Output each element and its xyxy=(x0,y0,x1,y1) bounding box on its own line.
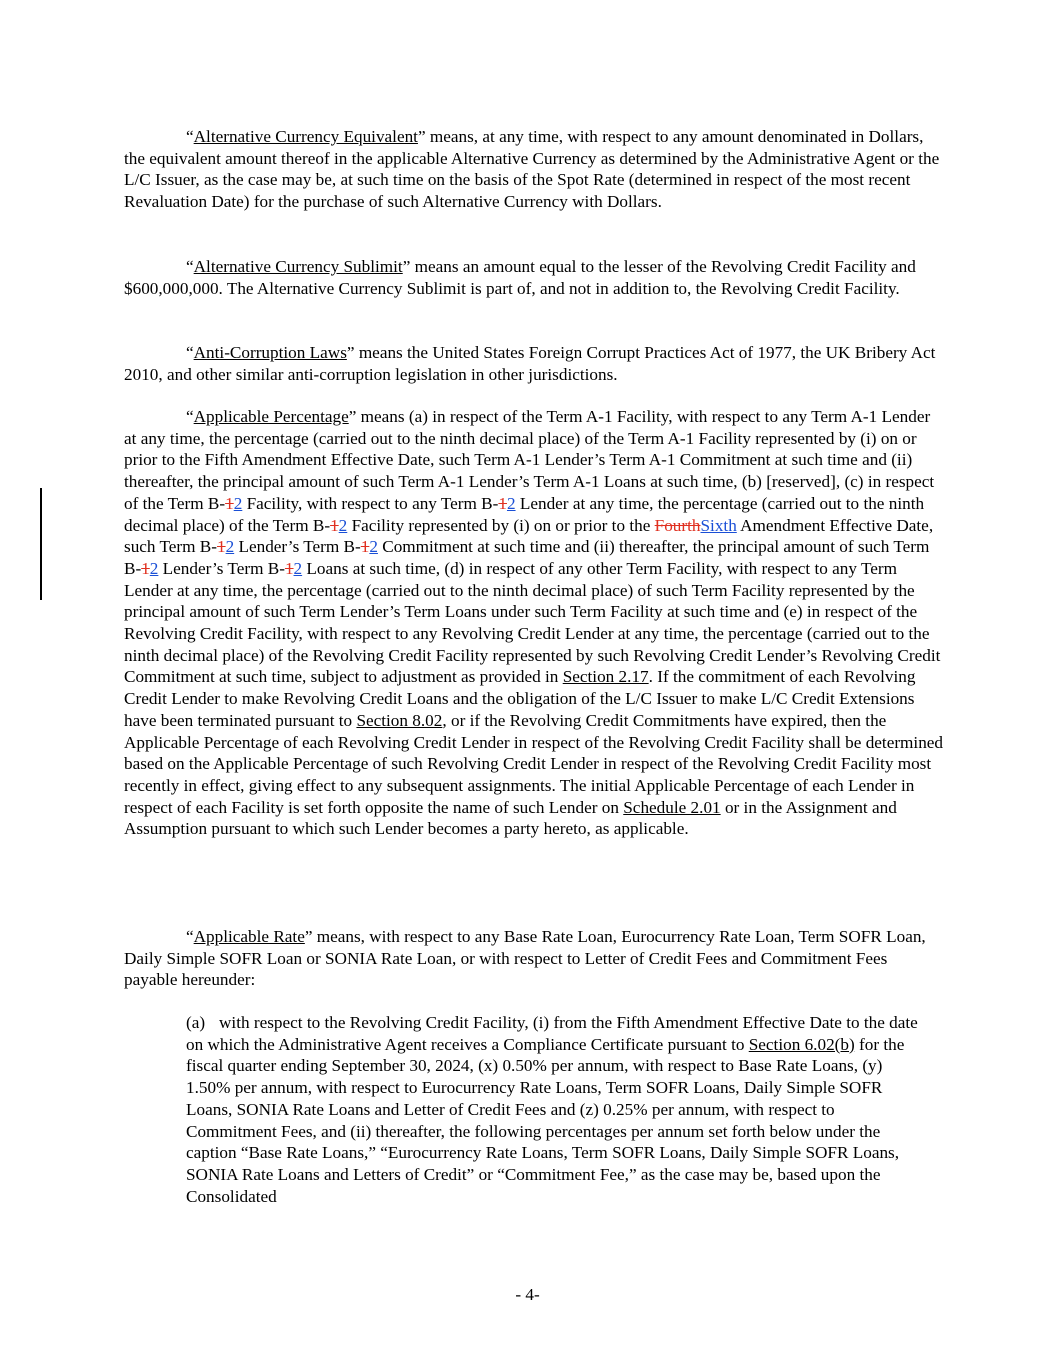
definition-text: Facility, with respect to any Term B- xyxy=(242,493,499,513)
quote-mark: “ xyxy=(186,127,194,146)
page-number: - 4- xyxy=(515,1285,540,1304)
inserted-text: Sixth xyxy=(700,515,737,535)
definition-applicable-percentage xyxy=(124,406,944,840)
deleted-text: 1 xyxy=(284,558,294,578)
deleted-text: Fourth xyxy=(654,515,701,535)
definition-text: Lender at any time, the percentage (carried out to the ninth decimal place) of the Term B- xyxy=(124,493,925,535)
deleted-text: 1 xyxy=(330,515,339,535)
definition-alternative-currency-equivalent xyxy=(124,126,944,213)
clause-text: with respect to the Revolving Credit Facility, (i) from the Fifth Amendment Effective Date to the date on which the Administrative Agent receives a Compliance Certificate pursuant to xyxy=(186,1013,918,1054)
deleted-text: 1 xyxy=(360,537,370,557)
definition-text: Lender’s Term B- xyxy=(158,558,285,578)
deleted-text: 1 xyxy=(141,558,150,578)
deleted-text: 1 xyxy=(217,537,226,557)
section-reference: Section 6.02(b) xyxy=(748,1034,855,1054)
defined-term: Anti-Corruption Laws xyxy=(193,343,347,362)
definition-text: ” means the United States Foreign Corrupt Practices Act of 1977, the UK Bribery Act 2010, and other similar anti-corruption legislation in other jurisdictions. xyxy=(124,343,936,384)
deleted-text: 1 xyxy=(225,493,234,513)
definition-text: or in the Assignment and Assumption pursuant to which such Lender becomes a party hereto, as applicable. xyxy=(124,797,897,839)
inserted-text: 2 xyxy=(225,537,235,557)
definition-text: ” means, with respect to any Base Rate Loan, Eurocurrency Rate Loan, Term SOFR Loan, Daily Simple SOFR Loan or SONIA Rate Loan, or with respect to Letter of Credit Fees and Commitment Fees payable hereunder: xyxy=(124,927,926,990)
defined-term: Alternative Currency Equivalent xyxy=(193,127,418,146)
revision-change-bar xyxy=(40,488,42,600)
definition-text: ” means (a) in respect of the Term A-1 Facility, with respect to any Term A-1 Lender at any time, the percentage (carried out to the ninth decimal place) of the Term A-1 Facility represented by (i) on or prior to the Fifth Amendment Effective Date, such Term A-1 Lender’s Term A-1 Commitment at such time and (ii) thereafter, the principal amount of such Term A-1 Lender’s Term A-1 Loans at such time, (b) [reserved], (c) in respect of the Term B- xyxy=(124,407,935,513)
definition-alternative-currency-sublimit xyxy=(124,256,944,299)
quote-mark: “ xyxy=(186,257,194,276)
inserted-text: 2 xyxy=(293,558,303,578)
definition-applicable-rate xyxy=(124,926,944,991)
clause-text: for the fiscal quarter ending September 30, 2024, (x) 0.50% per annum, with respect to Base Rate Loans, (y) 1.50% per annum, with respect to Eurocurrency Rate Loans, Term SOFR Loans, Daily Simple SOFR Loans, SONIA Rate Loans and Letter of Credit Fees and (z) 0.25% per annum, with respect to Commitment Fees, and (ii) thereafter, the following percentages per annum set forth below under the caption “Base Rate Loans,” “Eurocurrency Rate Loans, Term SOFR Loans, Daily Simple SOFR Loans, SONIA Rate Loans and Letters of Credit” or “Commitment Fee,” as the case may be, based upon the Consolidated xyxy=(186,1034,905,1206)
inserted-text: 2 xyxy=(233,493,243,513)
definition-text: Facility represented by (i) on or prior to the xyxy=(347,515,655,535)
definition-text: Loans at such time, (d) in respect of any other Term Facility, with respect to any Term Lender at any time, the percentage (carried out to the ninth decimal place) of such Term Facility represented by the principal amount of such Term Lender’s Term Loans under such Term Facility at such time and (e) in respect of the Revolving Credit Facility, with respect to any Revolving Credit Lender at any time, the percentage (carried out to the ninth decimal place) of the Revolving Credit Facility represented by such Revolving Credit Lender’s Revolving Credit Commitment at such time, subject to adjustment as provided in xyxy=(124,558,941,687)
definition-text: , or if the Revolving Credit Commitments have expired, then the Applicable Percentage of each Revolving Credit Lender in respect of the Revolving Credit Facility shall be determined based on the Applicable Percentage of such Revolving Credit Lender in respect of the Revolving Credit Facility most recently in effect, giving effect to any subsequent assignments. The initial Applicable Percentage of each Lender in respect of each Facility is set forth opposite the name of such Lender on xyxy=(124,710,944,817)
inserted-text: 2 xyxy=(338,515,348,535)
clause-label: (a) xyxy=(186,1013,206,1032)
definition-text: Commitment at such time and (ii) thereafter, the principal amount of such Term B- xyxy=(124,537,930,578)
definition-text: ” means, at any time, with respect to any amount denominated in Dollars, the equivalent amount thereof in the applicable Alternative Currency as determined by the Administrative Agent or the L/C Issuer, as the case may be, at such time on the basis of the Spot Rate (determined in respect of the most recent Revaluation Date) for the purchase of such Alternative Currency with Dollars. xyxy=(124,127,940,212)
defined-term: Applicable Percentage xyxy=(193,407,349,426)
section-reference: Section 8.02 xyxy=(356,710,443,730)
inserted-text: 2 xyxy=(506,493,516,513)
defined-term: Alternative Currency Sublimit xyxy=(193,257,403,276)
defined-term: Applicable Rate xyxy=(193,927,305,946)
definition-anti-corruption-laws xyxy=(124,342,944,385)
quote-mark: “ xyxy=(186,343,194,362)
definition-text: Lender’s Term B- xyxy=(234,537,361,557)
schedule-reference: Schedule 2.01 xyxy=(623,797,721,817)
definition-text: ” means an amount equal to the lesser of the Revolving Credit Facility and $600,000,000. The Alternative Currency Sublimit is part of, and not in addition to, the Revolving Credit Facility. xyxy=(124,257,916,298)
definition-text: . If the commitment of each Revolving Credit Lender to make Revolving Credit Loans and the obligation of the L/C Issuer to make L/C Credit Extensions have been terminated pursuant to xyxy=(124,667,916,730)
quote-mark: “ xyxy=(186,407,194,426)
quote-mark: “ xyxy=(186,927,194,946)
section-reference: Section 2.17 xyxy=(562,667,649,687)
inserted-text: 2 xyxy=(149,558,159,578)
definition-text: Amendment Effective Date, such Term B- xyxy=(124,515,934,557)
clause-a xyxy=(186,1012,926,1207)
inserted-text: 2 xyxy=(369,537,378,557)
deleted-text: 1 xyxy=(498,493,507,513)
